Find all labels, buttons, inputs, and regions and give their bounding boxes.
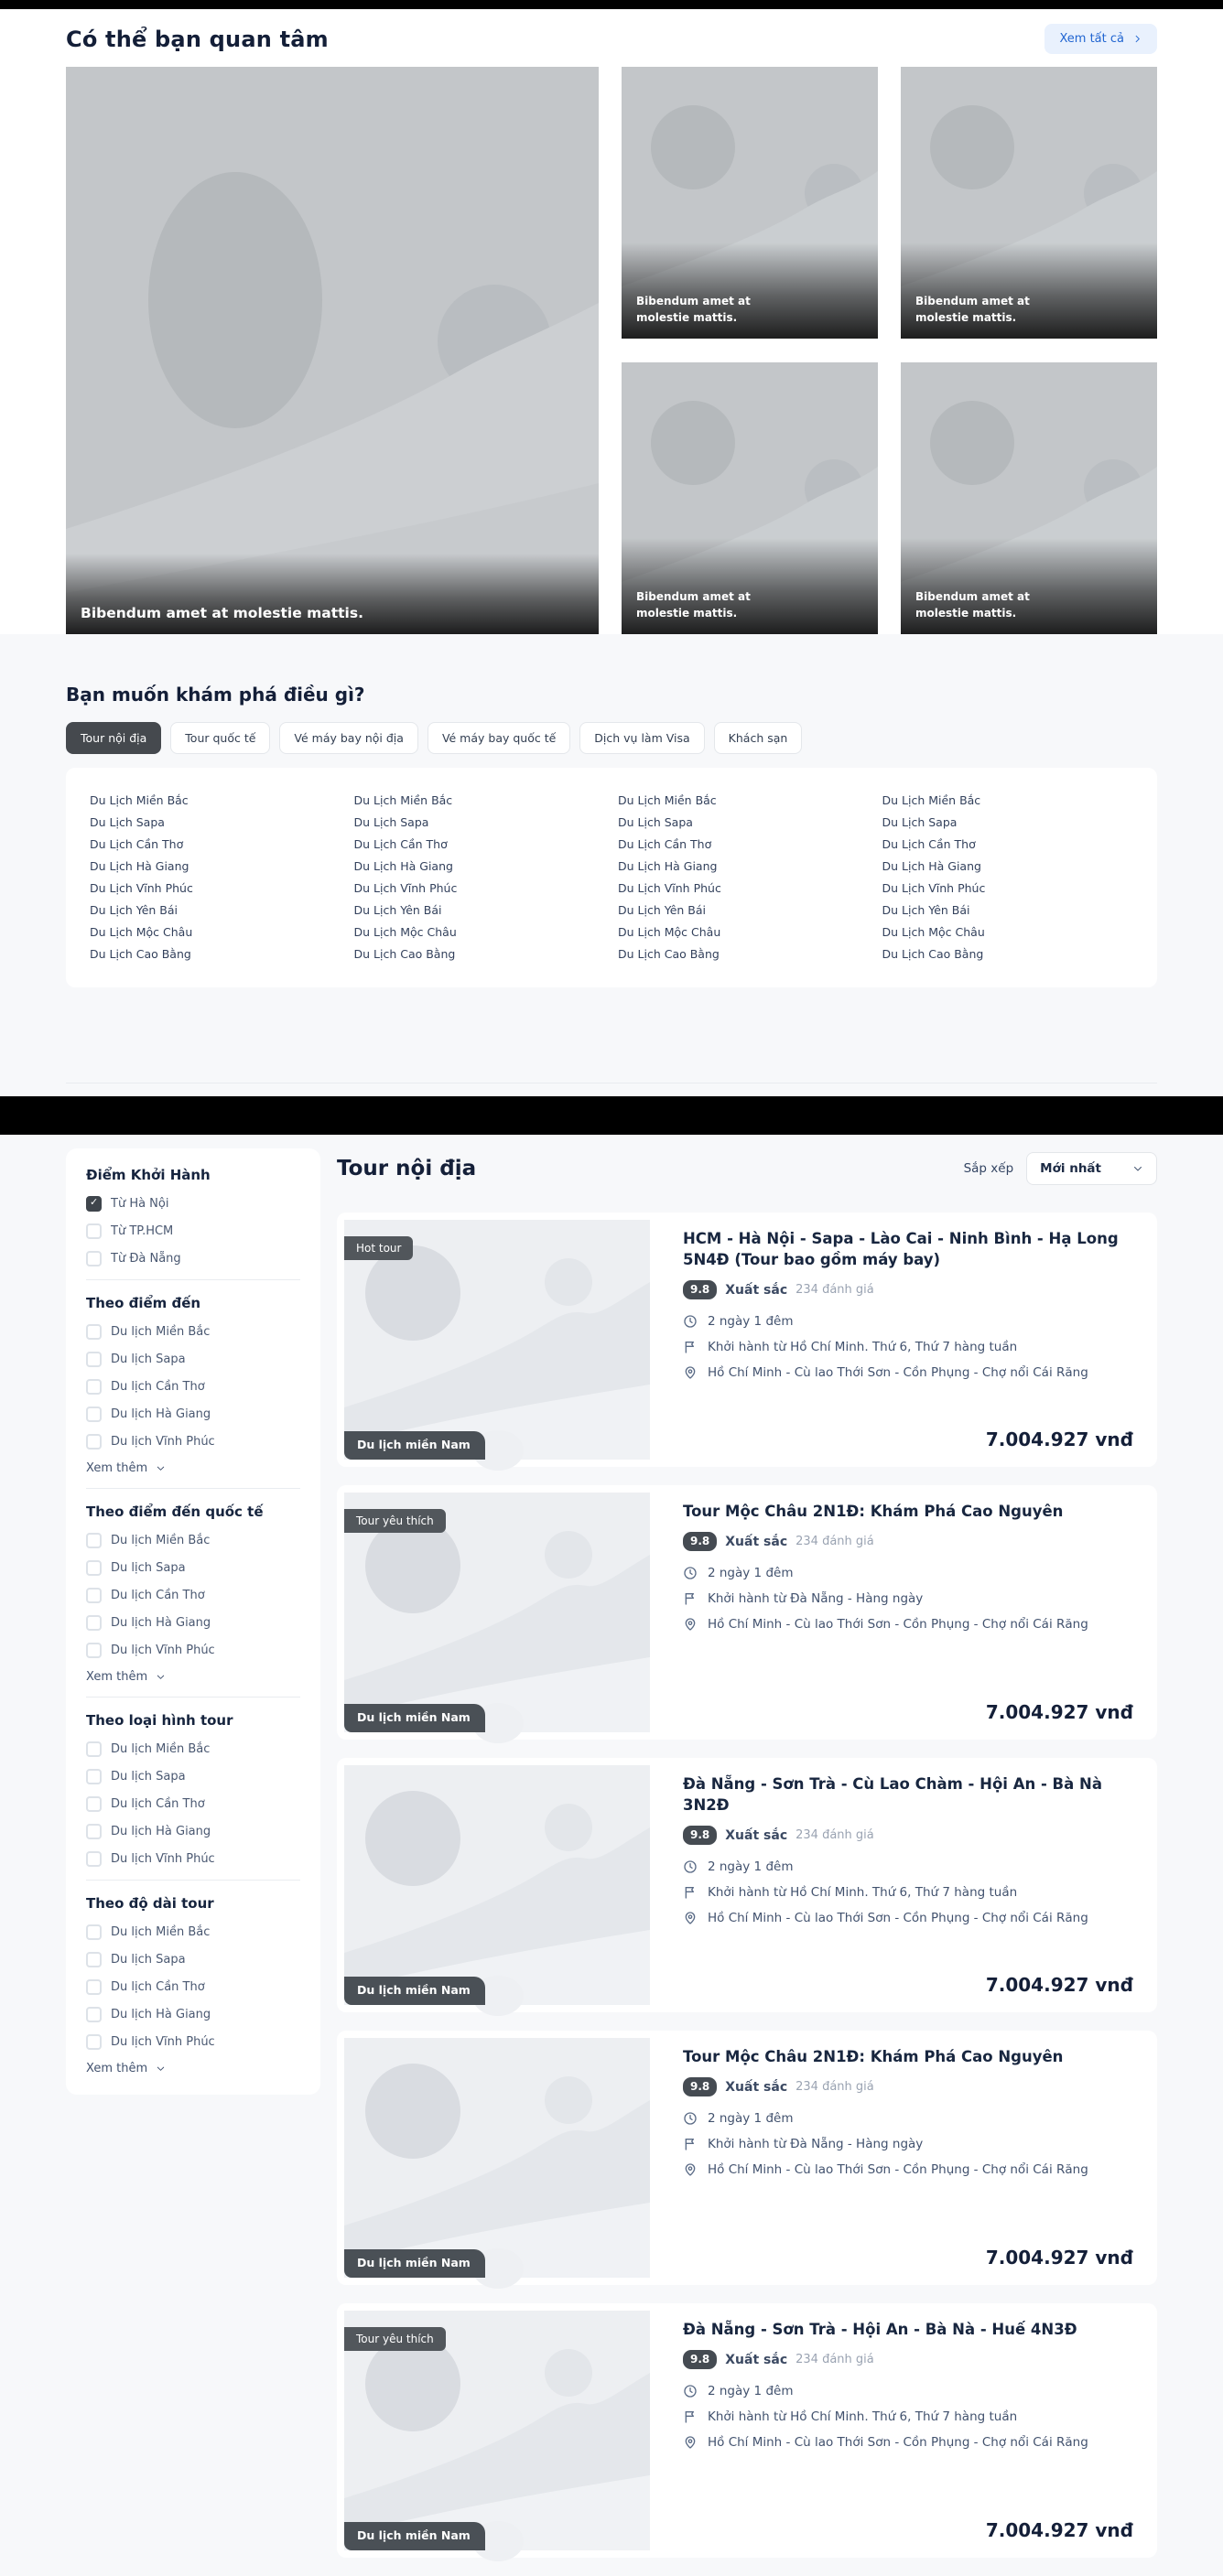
featured-card[interactable] xyxy=(622,67,878,339)
filter-checkbox[interactable] xyxy=(86,1379,300,1395)
show-more-label: Xem thêm xyxy=(86,1461,148,1475)
explore-link[interactable]: Du Lịch Yên Bái xyxy=(90,903,178,917)
filter-option-label: Du lịch Cần Thơ xyxy=(111,1980,205,1994)
tour-duration: 2 ngày 1 đêm xyxy=(708,2384,794,2399)
sort-value: Mới nhất xyxy=(1040,1161,1101,1176)
tour-image xyxy=(344,1220,650,1460)
checkbox-icon xyxy=(86,1352,102,1367)
tour-price: 7.004.927 vnđ xyxy=(985,1428,1133,1450)
filter-option-label: Du lịch Miền Bắc xyxy=(111,1534,211,1547)
filter-checkbox[interactable] xyxy=(86,1824,300,1839)
filter-checkbox[interactable] xyxy=(86,1196,300,1212)
review-count: 234 đánh giá xyxy=(795,1535,874,1549)
clock-icon xyxy=(683,2111,698,2126)
explore-link-column xyxy=(354,790,606,965)
explore-link[interactable]: Du Lịch Cao Bằng xyxy=(353,947,456,961)
filter-checkbox[interactable] xyxy=(86,1533,300,1548)
filter-checkbox[interactable] xyxy=(86,1407,300,1422)
explore-link[interactable]: Du Lịch Vĩnh Phúc xyxy=(353,881,458,895)
rating-badge: 9.8 xyxy=(683,1826,717,1845)
explore-links-panel xyxy=(66,768,1157,987)
featured-card-large[interactable] xyxy=(66,67,599,634)
location-pin-icon xyxy=(683,1911,698,1925)
tour-duration: 2 ngày 1 đêm xyxy=(708,2111,794,2127)
rating-badge: 9.8 xyxy=(683,1532,717,1551)
rating-badge: 9.8 xyxy=(683,2350,717,2369)
tour-route: Hồ Chí Minh - Cù lao Thới Sơn - Cồn Phụng - Chợ nổi Cái Răng xyxy=(708,1617,1088,1633)
explore-link[interactable]: Du Lịch Vĩnh Phúc xyxy=(882,881,986,895)
tour-price: 7.004.927 vnđ xyxy=(985,1701,1133,1723)
rating-badge: 9.8 xyxy=(683,1280,717,1299)
tab-khach-san[interactable]: Khách sạn xyxy=(714,722,803,754)
tour-card[interactable] xyxy=(337,1213,1157,1467)
tour-title[interactable]: Tour Mộc Châu 2N1Đ: Khám Phá Cao Nguyên xyxy=(683,2048,1064,2065)
show-more-label: Xem thêm xyxy=(86,2062,148,2075)
filter-option-label: Du lịch Sapa xyxy=(111,1953,186,1967)
checkbox-icon xyxy=(86,1824,102,1839)
show-more-button[interactable] xyxy=(86,1670,300,1684)
tour-route: Hồ Chí Minh - Cù lao Thới Sơn - Cồn Phụng - Chợ nổi Cái Răng xyxy=(708,1911,1088,1926)
explore-link[interactable]: Du Lịch Cần Thơ xyxy=(353,837,448,851)
tour-title[interactable]: Đà Nẵng - Sơn Trà - Hội An - Bà Nà - Huế 4N3Đ xyxy=(683,2321,1077,2338)
explore-link[interactable]: Du Lịch Sapa xyxy=(90,815,165,829)
filter-checkbox[interactable] xyxy=(86,1324,300,1340)
tour-badge: Tour yêu thích xyxy=(344,1509,446,1533)
tour-departure: Khởi hành từ Hồ Chí Minh. Thứ 6, Thứ 7 hàng tuần xyxy=(708,2409,1018,2425)
filter-option-label: Du lịch Sapa xyxy=(111,1561,186,1575)
filter-option-label: Du lịch Sapa xyxy=(111,1770,186,1784)
filter-checkbox[interactable] xyxy=(86,2034,300,2050)
filter-checkbox[interactable] xyxy=(86,1851,300,1867)
checkbox-icon xyxy=(86,1924,102,1940)
card-caption: Bibendum amet at molestie mattis. xyxy=(622,538,878,634)
tour-region-tag: Du lịch miền Nam xyxy=(344,1704,485,1732)
tour-image xyxy=(344,2311,650,2550)
tour-departure: Khởi hành từ Đà Nẵng - Hàng ngày xyxy=(708,1591,924,1607)
rating-label: Xuất sắc xyxy=(725,2352,788,2367)
tour-title[interactable]: HCM - Hà Nội - Sapa - Lào Cai - Ninh Bình - Hạ Long 5N4Đ (Tour bao gồm máy bay) xyxy=(683,1230,1119,1269)
explore-title: Bạn muốn khám phá điều gì? xyxy=(66,684,365,706)
filter-checkbox[interactable] xyxy=(86,1352,300,1367)
tab-ve-may-bay-quoc-te[interactable]: Vé máy bay quốc tế xyxy=(428,722,570,754)
card-caption: Bibendum amet at molestie mattis. xyxy=(622,243,878,339)
tab-dich-vu-lam-visa[interactable]: Dịch vụ làm Visa xyxy=(579,722,704,754)
flag-icon xyxy=(683,1591,698,1606)
tour-image xyxy=(344,2038,650,2278)
tour-region-tag: Du lịch miền Nam xyxy=(344,1431,485,1460)
filter-option-label: Từ Đà Nẵng xyxy=(111,1252,181,1266)
listing-title: Tour nội địa xyxy=(337,1157,477,1180)
explore-link[interactable]: Du Lịch Miền Bắc xyxy=(882,793,981,807)
checkbox-icon xyxy=(86,1223,102,1239)
explore-section xyxy=(0,634,1223,1096)
filter-group-title: Theo loại hình tour xyxy=(86,1712,233,1729)
chevron-down-icon xyxy=(1132,1163,1143,1174)
filter-checkbox[interactable] xyxy=(86,1769,300,1784)
flag-icon xyxy=(683,1885,698,1900)
page-title: Có thể bạn quan tâm xyxy=(66,26,329,52)
explore-link[interactable]: Du Lịch Hà Giang xyxy=(618,859,718,873)
tour-card[interactable] xyxy=(337,1758,1157,2012)
explore-link[interactable]: Du Lịch Sapa xyxy=(353,815,429,829)
tour-title[interactable]: Tour Mộc Châu 2N1Đ: Khám Phá Cao Nguyên xyxy=(683,1503,1064,1520)
clock-icon xyxy=(683,1859,698,1874)
flag-icon xyxy=(683,1340,698,1354)
location-pin-icon xyxy=(683,1365,698,1380)
card-caption: Bibendum amet at molestie mattis. xyxy=(66,554,599,634)
filter-checkbox[interactable] xyxy=(86,1741,300,1757)
tour-duration: 2 ngày 1 đêm xyxy=(708,1566,794,1581)
tab-tour-quoc-te[interactable]: Tour quốc tế xyxy=(170,722,270,754)
checkbox-checked-icon xyxy=(86,1196,102,1212)
tour-list-main xyxy=(337,1148,1157,2576)
show-more-label: Xem thêm xyxy=(86,1670,148,1684)
explore-link[interactable]: Du Lịch Hà Giang xyxy=(90,859,189,873)
location-pin-icon xyxy=(683,1617,698,1632)
rating-label: Xuất sắc xyxy=(725,2079,788,2095)
featured-card[interactable] xyxy=(622,362,878,634)
tour-card[interactable] xyxy=(337,1485,1157,1740)
featured-card[interactable] xyxy=(901,67,1157,339)
review-count: 234 đánh giá xyxy=(795,2353,874,2367)
explore-link[interactable]: Du Lịch Yên Bái xyxy=(882,903,970,917)
chevron-down-icon xyxy=(156,1463,166,1473)
tour-listing-section xyxy=(0,1135,1223,2576)
tour-image xyxy=(344,1765,650,2005)
tour-price: 7.004.927 vnđ xyxy=(985,1974,1133,1996)
checkbox-icon xyxy=(86,1615,102,1631)
checkbox-icon xyxy=(86,1324,102,1340)
checkbox-icon xyxy=(86,1851,102,1867)
explore-link[interactable]: Du Lịch Mộc Châu xyxy=(353,925,457,939)
sort-label: Sắp xếp xyxy=(963,1161,1014,1176)
explore-link[interactable]: Du Lịch Yên Bái xyxy=(618,903,706,917)
checkbox-icon xyxy=(86,1769,102,1784)
filter-option-label: Du lịch Hà Giang xyxy=(111,1616,211,1630)
divider xyxy=(86,1697,300,1698)
filter-checkbox[interactable] xyxy=(86,1615,300,1631)
explore-link[interactable]: Du Lịch Miền Bắc xyxy=(618,793,717,807)
checkbox-icon xyxy=(86,1251,102,1266)
filter-checkbox[interactable] xyxy=(86,2007,300,2022)
filter-group-title: Theo điểm đến quốc tế xyxy=(86,1504,264,1520)
tour-badge: Tour yêu thích xyxy=(344,2327,446,2351)
interested-section xyxy=(0,9,1223,634)
checkbox-icon xyxy=(86,2034,102,2050)
explore-link-column xyxy=(882,790,1134,965)
checkbox-icon xyxy=(86,2007,102,2022)
filter-option-label: Từ TP.HCM xyxy=(111,1224,174,1238)
filter-option-label: Du lịch Cần Thơ xyxy=(111,1797,205,1811)
filter-option-label: Du lịch Miền Bắc xyxy=(111,1325,211,1339)
explore-link[interactable]: Du Lịch Cần Thơ xyxy=(882,837,976,851)
explore-link[interactable]: Du Lịch Sapa xyxy=(882,815,958,829)
explore-link[interactable]: Du Lịch Hà Giang xyxy=(882,859,981,873)
clock-icon xyxy=(683,2384,698,2398)
explore-link[interactable]: Du Lịch Mộc Châu xyxy=(882,925,985,939)
view-all-button[interactable] xyxy=(1044,24,1157,54)
featured-card[interactable] xyxy=(901,362,1157,634)
divider xyxy=(86,1880,300,1881)
view-all-label: Xem tất cả xyxy=(1059,32,1124,46)
tab-tour-noi-dia[interactable]: Tour nội địa xyxy=(66,722,161,754)
filter-checkbox[interactable] xyxy=(86,1560,300,1576)
rating-label: Xuất sắc xyxy=(725,1534,788,1549)
tour-duration: 2 ngày 1 đêm xyxy=(708,1314,794,1330)
checkbox-icon xyxy=(86,1434,102,1450)
explore-link[interactable]: Du Lịch Cao Bằng xyxy=(882,947,984,961)
tour-departure: Khởi hành từ Hồ Chí Minh. Thứ 6, Thứ 7 hàng tuần xyxy=(708,1885,1018,1901)
show-more-button[interactable] xyxy=(86,2062,300,2075)
filter-option-label: Du lịch Miền Bắc xyxy=(111,1742,211,1756)
filter-checkbox[interactable] xyxy=(86,1223,300,1239)
show-more-button[interactable] xyxy=(86,1461,300,1475)
placeholder-image xyxy=(344,1765,650,2005)
sort-select[interactable] xyxy=(1026,1152,1157,1185)
placeholder-image xyxy=(66,67,599,634)
checkbox-icon xyxy=(86,1796,102,1812)
filter-checkbox[interactable] xyxy=(86,1643,300,1658)
tour-price: 7.004.927 vnđ xyxy=(985,2519,1133,2541)
explore-link[interactable]: Du Lịch Miền Bắc xyxy=(90,793,189,807)
filter-option-label: Từ Hà Nội xyxy=(111,1197,169,1211)
tab-ve-may-bay-noi-dia[interactable]: Vé máy bay nội địa xyxy=(279,722,418,754)
explore-link[interactable]: Du Lịch Cần Thơ xyxy=(90,837,184,851)
filter-option-label: Du lịch Cần Thơ xyxy=(111,1589,205,1602)
tour-route: Hồ Chí Minh - Cù lao Thới Sơn - Cồn Phụng - Chợ nổi Cái Răng xyxy=(708,2162,1088,2178)
chevron-down-icon xyxy=(156,2064,166,2074)
explore-link[interactable]: Du Lịch Vĩnh Phúc xyxy=(90,881,193,895)
filter-checkbox[interactable] xyxy=(86,1952,300,1967)
checkbox-icon xyxy=(86,1533,102,1548)
clock-icon xyxy=(683,1566,698,1580)
explore-link[interactable]: Du Lịch Sapa xyxy=(618,815,693,829)
tour-price: 7.004.927 vnđ xyxy=(985,2247,1133,2269)
tour-route: Hồ Chí Minh - Cù lao Thới Sơn - Cồn Phụng - Chợ nổi Cái Răng xyxy=(708,1365,1088,1381)
explore-link[interactable]: Du Lịch Vĩnh Phúc xyxy=(618,881,721,895)
location-pin-icon xyxy=(683,2162,698,2177)
explore-link[interactable]: Du Lịch Mộc Châu xyxy=(618,925,721,939)
filter-option-label: Du lịch Hà Giang xyxy=(111,1407,211,1421)
filter-option-label: Du lịch Hà Giang xyxy=(111,2008,211,2021)
tour-card[interactable] xyxy=(337,2031,1157,2285)
tour-badge: Hot tour xyxy=(344,1236,413,1260)
filter-group-title: Theo độ dài tour xyxy=(86,1895,214,1912)
tour-departure: Khởi hành từ Hồ Chí Minh. Thứ 6, Thứ 7 hàng tuần xyxy=(708,1340,1018,1355)
checkbox-icon xyxy=(86,1379,102,1395)
tour-duration: 2 ngày 1 đêm xyxy=(708,1859,794,1875)
explore-link[interactable]: Du Lịch Cần Thơ xyxy=(618,837,712,851)
checkbox-icon xyxy=(86,1979,102,1995)
top-black-strip xyxy=(0,0,1223,9)
divider xyxy=(86,1279,300,1280)
tour-card[interactable] xyxy=(337,2303,1157,2558)
checkbox-icon xyxy=(86,1560,102,1576)
checkbox-icon xyxy=(86,1588,102,1603)
placeholder-image xyxy=(344,2038,650,2278)
chevron-right-icon xyxy=(1132,34,1142,44)
filter-option-label: Du lịch Vĩnh Phúc xyxy=(111,1852,215,1866)
tour-title[interactable]: Đà Nẵng - Sơn Trà - Cù Lao Chàm - Hội An - Bà Nà 3N2Đ xyxy=(683,1775,1102,1815)
black-divider-band xyxy=(0,1096,1223,1135)
card-caption: Bibendum amet at molestie mattis. xyxy=(901,243,1157,339)
explore-link[interactable]: Du Lịch Cao Bằng xyxy=(618,947,720,961)
filter-sidebar xyxy=(66,1148,320,2095)
checkbox-icon xyxy=(86,1643,102,1658)
rating-label: Xuất sắc xyxy=(725,1827,788,1843)
explore-tabs xyxy=(66,722,1157,754)
flag-icon xyxy=(683,2137,698,2151)
flag-icon xyxy=(683,2409,698,2424)
location-pin-icon xyxy=(683,2435,698,2450)
filter-option-label: Du lịch Cần Thơ xyxy=(111,1380,205,1394)
rating-label: Xuất sắc xyxy=(725,1282,788,1298)
tour-region-tag: Du lịch miền Nam xyxy=(344,1977,485,2005)
checkbox-icon xyxy=(86,1741,102,1757)
explore-link-column xyxy=(90,790,341,965)
divider xyxy=(86,1488,300,1489)
filter-checkbox[interactable] xyxy=(86,1924,300,1940)
tour-departure: Khởi hành từ Đà Nẵng - Hàng ngày xyxy=(708,2137,924,2152)
review-count: 234 đánh giá xyxy=(795,1283,874,1298)
explore-link[interactable]: Du Lịch Mộc Châu xyxy=(90,925,193,939)
filter-checkbox[interactable] xyxy=(86,1434,300,1450)
filter-group-title: Theo điểm đến xyxy=(86,1295,201,1311)
tour-route: Hồ Chí Minh - Cù lao Thới Sơn - Cồn Phụng - Chợ nổi Cái Răng xyxy=(708,2435,1088,2451)
clock-icon xyxy=(683,1314,698,1329)
review-count: 234 đánh giá xyxy=(795,1828,874,1843)
tour-image xyxy=(344,1493,650,1732)
featured-cards-grid xyxy=(66,67,1157,634)
tour-region-tag: Du lịch miền Nam xyxy=(344,2522,485,2550)
filter-option-label: Du lịch Sapa xyxy=(111,1353,186,1366)
filter-option-label: Du lịch Vĩnh Phúc xyxy=(111,1644,215,1657)
filter-option-label: Du lịch Vĩnh Phúc xyxy=(111,2035,215,2049)
rating-badge: 9.8 xyxy=(683,2077,717,2096)
checkbox-icon xyxy=(86,1407,102,1422)
filter-group-title: Điểm Khởi Hành xyxy=(86,1167,211,1183)
filter-checkbox[interactable] xyxy=(86,1979,300,1995)
tour-region-tag: Du lịch miền Nam xyxy=(344,2249,485,2278)
checkbox-icon xyxy=(86,1952,102,1967)
review-count: 234 đánh giá xyxy=(795,2080,874,2095)
filter-option-label: Du lịch Miền Bắc xyxy=(111,1925,211,1939)
card-caption: Bibendum amet at molestie mattis. xyxy=(901,538,1157,634)
chevron-down-icon xyxy=(156,1672,166,1682)
explore-link[interactable]: Du Lịch Cao Bằng xyxy=(90,947,191,961)
filter-option-label: Du lịch Hà Giang xyxy=(111,1825,211,1838)
explore-link[interactable]: Du Lịch Miền Bắc xyxy=(353,793,453,807)
explore-link[interactable]: Du Lịch Hà Giang xyxy=(353,859,453,873)
filter-option-label: Du lịch Vĩnh Phúc xyxy=(111,1435,215,1449)
filter-checkbox[interactable] xyxy=(86,1796,300,1812)
filter-checkbox[interactable] xyxy=(86,1588,300,1603)
explore-link-column xyxy=(618,790,870,965)
explore-link[interactable]: Du Lịch Yên Bái xyxy=(353,903,442,917)
filter-checkbox[interactable] xyxy=(86,1251,300,1266)
